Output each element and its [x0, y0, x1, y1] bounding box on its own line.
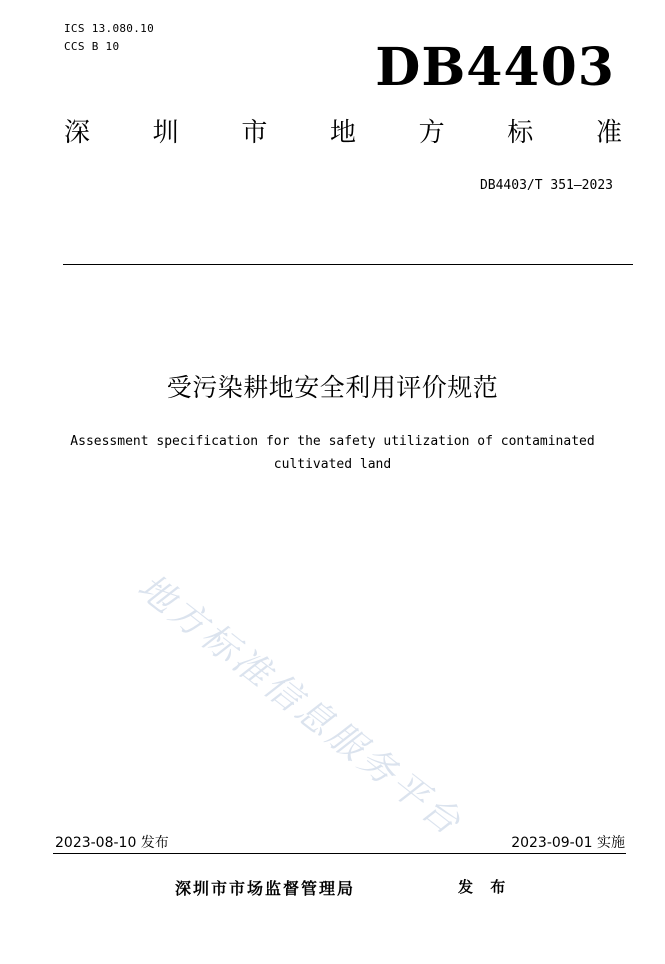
header-divider — [63, 264, 633, 265]
footer-divider — [53, 853, 626, 854]
local-standard-char: 方 — [418, 118, 445, 148]
ics-code: ICS 13.080.10 — [64, 22, 154, 35]
ccs-code: CCS B 10 — [64, 40, 120, 53]
standard-number: DB4403/T 351—2023 — [479, 178, 613, 193]
local-standard-char: 标 — [507, 118, 534, 148]
document-title-english — [50, 430, 615, 476]
local-standard-char: 准 — [595, 118, 622, 148]
watermark: 地方标准信息服务平台 — [129, 566, 471, 845]
issue-label: 发 布 — [458, 878, 512, 896]
english-title-line: Assessment specification for the safety utilization of contaminated — [70, 434, 595, 449]
standard-code-heading: DB4403 — [375, 37, 615, 98]
english-title-line: cultivated land — [273, 457, 392, 472]
issuing-authority: 深圳市市场监督管理局 — [175, 879, 356, 898]
local-standard-banner — [64, 120, 622, 146]
local-standard-char: 圳 — [152, 118, 179, 148]
local-standard-char: 深 — [64, 118, 91, 148]
implementation-date: 2023-09-01 实施 — [511, 835, 625, 851]
local-standard-char: 市 — [241, 118, 268, 148]
local-standard-char: 地 — [329, 118, 356, 148]
document-title-chinese: 受污染耕地安全利用评价规范 — [166, 373, 499, 402]
issue-date: 2023-08-10 发布 — [55, 835, 169, 851]
